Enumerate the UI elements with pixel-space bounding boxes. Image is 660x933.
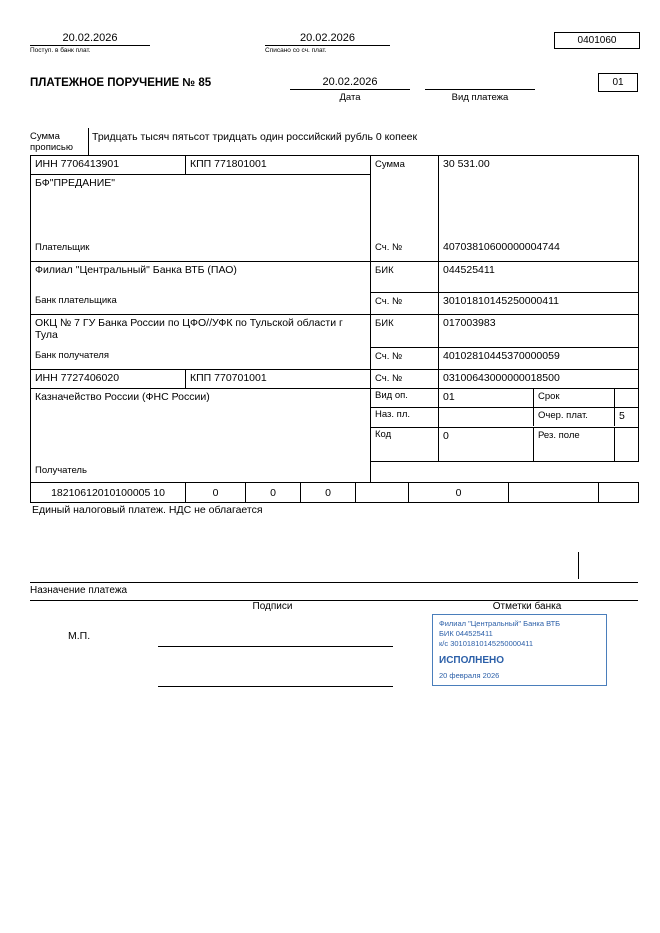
incoming-date-block <box>30 32 150 54</box>
payee-kpp-label: КПП <box>190 372 212 384</box>
debited-date-block <box>265 32 390 54</box>
signature-line-1 <box>158 645 393 647</box>
budget-fields-row <box>30 482 639 503</box>
payee-kpp-cell <box>186 370 371 389</box>
bank-marks-stamp <box>432 614 607 686</box>
main-table <box>30 155 639 483</box>
page-title: ПЛАТЕЖНОЕ ПОРУЧЕНИЕ № 85 <box>30 77 212 89</box>
payee-name: Казначейство России (ФНС России) <box>35 391 210 403</box>
payee-bank-name: ОКЦ № 7 ГУ Банка России по ЦФО//УФК по Тульской области г Тула <box>35 317 343 341</box>
budget-field-2: 0 <box>186 483 246 503</box>
doc-date-block <box>290 76 410 103</box>
payee-bank-caption-cell <box>31 347 371 370</box>
payee-bank-account-label: Сч. № <box>375 350 403 362</box>
priority-value: 5 <box>619 410 625 422</box>
code-label: Код <box>375 429 392 440</box>
op-kind-label-cell <box>371 389 439 408</box>
payer-name-cell <box>31 175 371 240</box>
payer-bank-bik-value: 044525411 <box>443 264 495 276</box>
payer-inn-value: 7706413901 <box>60 158 120 170</box>
payment-kind-caption: Вид платежа <box>451 92 509 103</box>
term-label: Срок <box>534 389 615 407</box>
payee-bank-account-label-cell <box>371 347 439 370</box>
bank-marks-date: 20 февраля 2026 <box>439 671 500 680</box>
payee-account-label: Сч. № <box>375 373 403 384</box>
form-code-box: 0401060 <box>554 32 640 49</box>
budget-field-5 <box>356 483 409 503</box>
op-kind-value-cell <box>439 389 639 408</box>
stamp-label: М.П. <box>68 630 91 642</box>
reserve-inner-table <box>439 428 638 461</box>
signatures-label: Подписи <box>252 601 293 612</box>
table-row-payee-bank-name <box>31 315 639 348</box>
amount-words-divider <box>88 128 89 155</box>
sum-label-cell <box>371 156 439 240</box>
payer-name: БФ"ПРЕДАНИЕ" <box>35 177 116 189</box>
payee-bank-caption: Банк получателя <box>35 350 109 361</box>
kind-code-box: 01 <box>598 73 638 92</box>
signature-line-2 <box>158 685 393 687</box>
payer-kpp-value: 771801001 <box>214 158 267 170</box>
table-row-code <box>31 428 639 462</box>
payee-account-label-cell <box>371 370 439 389</box>
table-row-purpose-code <box>31 408 639 428</box>
payer-inn-label: ИНН <box>35 158 58 170</box>
table-row-payee-inn <box>31 370 639 389</box>
sum-value-cell <box>439 156 639 240</box>
payer-bank-account-value: 30101810145250000411 <box>443 294 560 307</box>
payer-account-label-cell <box>371 239 439 262</box>
incoming-date-caption: Поступ. в банк плат. <box>30 47 91 54</box>
payee-bank-bik-value: 017003983 <box>443 317 496 329</box>
payee-account-value-cell <box>439 370 639 389</box>
bank-marks-line1: Филиал "Центральный" Банка ВТБ <box>439 619 561 628</box>
payee-inn-label: ИНН <box>35 372 58 384</box>
payer-bank-caption-cell <box>31 292 371 315</box>
amount-words-label-line2: прописью <box>30 142 73 153</box>
bank-marks-line3: к/с 30101810145250000411 <box>439 639 534 648</box>
code-value: 0 <box>439 428 534 461</box>
payer-bank-name: Филиал "Центральный" Банка ВТБ (ПАО) <box>35 264 237 276</box>
purpose-code-label-cell <box>371 408 439 428</box>
purpose-code-value-cell <box>439 408 639 428</box>
payer-kpp-label: КПП <box>190 158 212 170</box>
amount-words-label-line1: Сумма <box>30 131 60 142</box>
main-table-wrap <box>30 155 639 483</box>
budget-field-1: 18210612010100005 10 <box>31 483 186 503</box>
op-kind-inner-table <box>439 389 638 407</box>
purpose-caption-rule <box>30 582 638 583</box>
code-label-cell <box>371 428 439 462</box>
payee-account-value: 03100643000000018500 <box>443 372 560 384</box>
purpose-code-value <box>439 408 534 426</box>
payer-caption-cell <box>31 239 371 262</box>
budget-field-7 <box>509 483 599 503</box>
payer-bank-caption: Банк плательщика <box>35 295 117 306</box>
op-kind-value: 01 <box>439 389 534 407</box>
payer-account-value: 40703810600000004744 <box>443 241 560 253</box>
reserve-value <box>615 428 639 461</box>
budget-field-4: 0 <box>301 483 356 503</box>
doc-date-value: 20.02.2026 <box>290 76 410 90</box>
sum-label: Сумма <box>375 159 405 170</box>
payee-caption-filler <box>371 462 639 483</box>
payment-purpose-text: Единый налоговый платеж. НДС не облагается <box>32 504 263 516</box>
reserve-label: Рез. поле <box>534 428 615 461</box>
bank-marks-status: ИСПОЛНЕНО <box>439 655 505 666</box>
op-kind-label: Вид оп. <box>375 390 408 401</box>
debited-date-caption: Списано со сч. плат. <box>265 47 327 54</box>
payee-bank-bik-label-cell <box>371 315 439 348</box>
table-row-payee-bank-caption <box>31 347 639 370</box>
payee-kpp-value: 770701001 <box>214 372 267 384</box>
budget-field-8 <box>599 483 639 503</box>
budget-fields-table <box>30 482 639 503</box>
incoming-date-value: 20.02.2026 <box>30 32 150 46</box>
payee-bank-account-value-cell <box>439 347 639 370</box>
payer-bank-name-cell <box>31 262 371 293</box>
payee-filler2-cell <box>31 428 371 462</box>
payee-name-cell <box>31 389 371 408</box>
priority-inner-table <box>439 408 638 426</box>
payer-bank-account-label-cell <box>371 292 439 315</box>
payer-bank-bik-label-cell <box>371 262 439 293</box>
payee-inn-cell <box>31 370 186 389</box>
payee-bank-bik-value-cell <box>439 315 639 348</box>
bank-marks-line2: БИК 044525411 <box>439 629 493 638</box>
payee-bank-bik-label: БИК <box>375 318 394 329</box>
payer-bank-account-value-cell <box>439 292 639 315</box>
table-row-payer-bank-caption <box>31 292 639 315</box>
bank-marks-label: Отметки банка <box>492 601 562 612</box>
budget-field-6: 0 <box>409 483 509 503</box>
payer-bank-account-label: Сч. № <box>375 295 403 307</box>
payer-account-value-cell <box>439 239 639 262</box>
payee-bank-name-cell <box>31 315 371 348</box>
payment-kind-value <box>425 76 535 90</box>
payee-inn-value: 7727406020 <box>60 372 120 384</box>
payer-bank-bik-label: БИК <box>375 265 394 276</box>
doc-date-caption: Дата <box>339 92 361 103</box>
table-row-payer-inn <box>31 156 639 175</box>
purpose-code-label: Наз. пл. <box>375 409 410 420</box>
detail-right-edge <box>578 552 579 579</box>
payment-kind-block <box>425 76 535 103</box>
payer-kpp-cell <box>186 156 371 175</box>
table-row-payer-caption <box>31 239 639 262</box>
priority-label: Очер. плат. <box>534 408 615 426</box>
purpose-caption: Назначение платежа <box>30 585 128 596</box>
amount-in-words: Тридцать тысяч пятьсот тридцать один российский рубль 0 копеек <box>92 131 418 143</box>
payer-caption: Плательщик <box>35 242 90 253</box>
sum-value: 30 531.00 <box>443 158 490 170</box>
payee-caption-cell <box>31 462 371 483</box>
table-row-payer-bank-name <box>31 262 639 293</box>
debited-date-value: 20.02.2026 <box>265 32 390 46</box>
amount-words-label <box>30 131 90 153</box>
table-row-payee-name <box>31 389 639 408</box>
payer-account-label: Сч. № <box>375 242 403 253</box>
term-value <box>615 389 639 407</box>
payer-bank-bik-value-cell <box>439 262 639 293</box>
table-row-payee-caption <box>31 462 639 483</box>
payer-inn-cell <box>31 156 186 175</box>
code-value-cell <box>439 428 639 462</box>
budget-field-3: 0 <box>246 483 301 503</box>
payee-name-filler-cell <box>31 408 371 428</box>
payee-bank-account-value: 40102810445370000059 <box>443 349 560 362</box>
payee-caption: Получатель <box>35 464 87 476</box>
